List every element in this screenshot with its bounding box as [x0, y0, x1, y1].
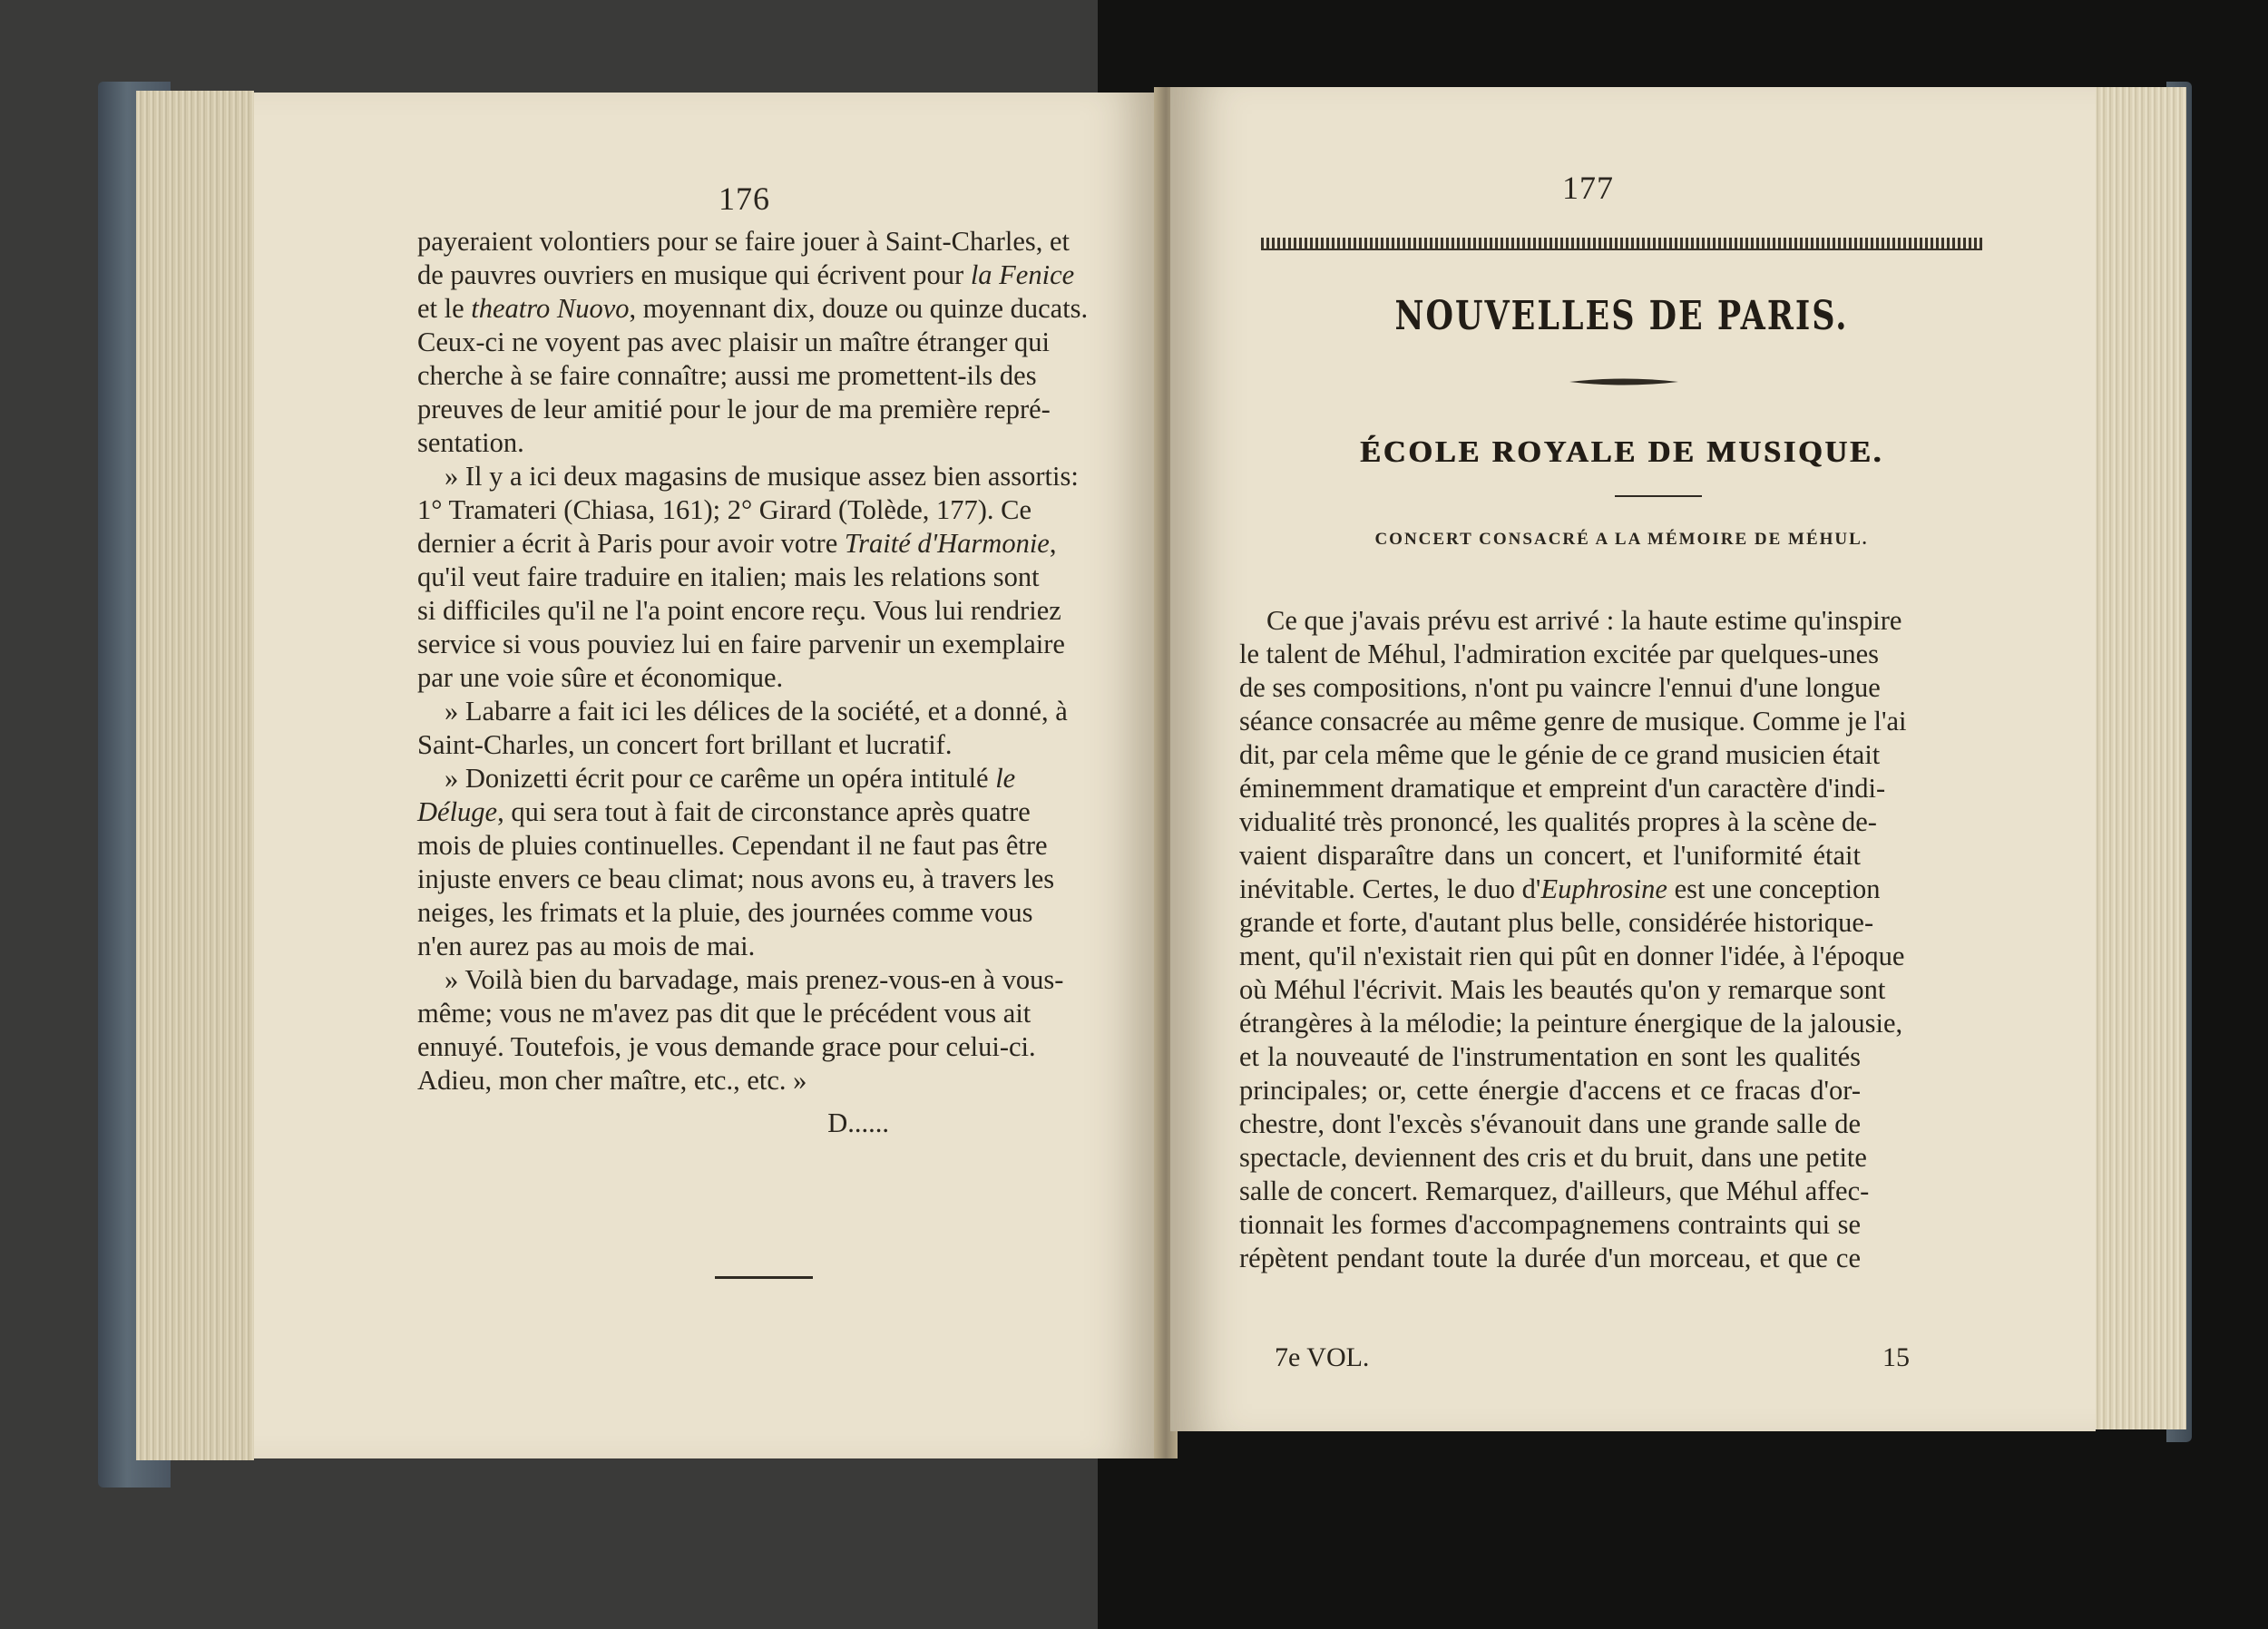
- line-text: étrangères à la mélodie; la peinture énergique de la jalousie,: [1239, 1008, 1903, 1039]
- line-italic: la Fenice: [970, 259, 1075, 290]
- line-text: dit, par cela même que le génie de ce grand musicien était: [1239, 739, 1881, 770]
- text-line: [417, 896, 1033, 930]
- line-text: payeraient volontiers pour se faire jouer à Saint-Charles, et: [417, 226, 1070, 257]
- text-line: [1239, 805, 1877, 839]
- text-line: [1239, 839, 1861, 873]
- text-line: [417, 460, 1079, 493]
- line-text: vidualité très prononcé, les qualités propres à la scène de-: [1239, 806, 1877, 837]
- line-text: si difficiles qu'il ne l'a point encore reçu. Vous lui rendriez: [417, 595, 1061, 626]
- text-line: [417, 661, 948, 695]
- text-line: [417, 326, 1051, 359]
- text-line: [417, 628, 1065, 661]
- line-text: » Labarre a fait ici les délices de la société, et a donné, à: [445, 696, 1068, 727]
- footer-volume: 7e VOL.: [1275, 1342, 1370, 1372]
- line-text: grande et forte, d'autant plus belle, considérée historique-: [1239, 907, 1874, 938]
- line-text: salle de concert. Remarquez, d'ailleurs, que Méhul affec-: [1239, 1175, 1870, 1206]
- page-number-right: 177: [1562, 170, 1614, 206]
- right-page: [1170, 87, 2096, 1431]
- subsection-rule: [1615, 495, 1702, 497]
- text-line: [1239, 1141, 1867, 1175]
- text-line: [417, 728, 953, 762]
- text-line: [417, 963, 1064, 997]
- line-text: neiges, les frimats et la pluie, des journées comme vous: [417, 897, 1033, 928]
- text-line: [417, 561, 1040, 594]
- text-line: [417, 863, 1055, 896]
- line-text: preuves de leur amitié pour le jour de ma première repré-: [417, 394, 1051, 424]
- text-line: [1239, 671, 1881, 705]
- text-line: [1239, 1175, 1870, 1208]
- line-tail: est une conception: [1667, 873, 1881, 904]
- page-edges-left: [136, 91, 254, 1460]
- line-tail: , qui sera tout à fait de circonstance après quatre: [497, 796, 1031, 827]
- end-rule: [715, 1276, 813, 1279]
- text-line: [1239, 738, 1881, 772]
- line-text: inévitable. Certes, le duo d': [1239, 873, 1541, 904]
- text-line: [417, 795, 1031, 829]
- line-text: cherche à se faire connaître; aussi me promettent-ils des: [417, 360, 1037, 391]
- line-text: ennuyé. Toutefois, je vous demande grace pour celui-ci.: [417, 1031, 1036, 1062]
- text-line: [417, 359, 1037, 393]
- line-text: qu'il veut faire traduire en italien; mais les relations sont: [417, 561, 1040, 592]
- line-italic: Traité d'Harmonie: [844, 528, 1050, 559]
- line-text: sentation.: [417, 427, 524, 458]
- line-text: et la nouveauté de l'instrumentation en sont les qualités: [1239, 1041, 1861, 1072]
- line-text: » Il y a ici deux magasins de musique assez bien assortis:: [445, 461, 1079, 492]
- line-text: ment, qu'il n'existait rien qui pût en donner l'idée, à l'époque: [1239, 941, 1905, 971]
- text-line: [417, 258, 1075, 292]
- page-edges-right: [2087, 87, 2186, 1429]
- text-line: [1239, 604, 1902, 638]
- section-title: NOUVELLES DE PARIS.: [1394, 292, 1849, 340]
- text-line: [1239, 1107, 1861, 1141]
- left-page-body: [417, 225, 1089, 1148]
- text-line: [1239, 772, 1886, 805]
- subsection-title: ÉCOLE ROYALE DE MUSIQUE.: [1359, 435, 1884, 469]
- text-line: [1239, 638, 1880, 671]
- text-line: [1239, 1007, 1903, 1040]
- ornament-divider: [1569, 377, 1678, 386]
- footer-sheet-number: 15: [1882, 1342, 1910, 1372]
- text-line: [1239, 1208, 1861, 1242]
- line-text: de ses compositions, n'ont pu vaincre l'ennui d'une longue: [1239, 672, 1881, 703]
- text-line: [417, 762, 1016, 795]
- line-text: tionnait les formes d'accompagnemens contraints qui se: [1239, 1209, 1861, 1240]
- text-line: [417, 1064, 948, 1097]
- text-line: [1239, 1074, 1861, 1107]
- decorative-header-rule: [1261, 238, 1982, 250]
- line-text: et le: [417, 293, 472, 324]
- text-line: [1239, 940, 1905, 973]
- text-line: [417, 829, 1048, 863]
- text-line: [417, 393, 1051, 426]
- line-text: par une voie sûre et économique.: [417, 662, 784, 693]
- line-text: principales; or, cette énergie d'accens et ce fracas d'or-: [1239, 1075, 1861, 1106]
- line-text: » Voilà bien du barvadage, mais prenez-vous-en à vous-: [445, 964, 1064, 995]
- line-text: où Méhul l'écrivit. Mais les beautés qu'on y remarque sont: [1239, 974, 1886, 1005]
- text-line: [417, 493, 1032, 527]
- signature: D......: [827, 1107, 889, 1138]
- text-line: [1239, 1040, 1861, 1074]
- line-text: injuste envers ce beau climat; nous avons eu, à travers les: [417, 863, 1055, 894]
- text-line: [1239, 906, 1874, 940]
- line-text: vaient disparaître dans un concert, et l'uniformité était: [1239, 840, 1861, 871]
- line-italic: le: [995, 763, 1016, 794]
- text-line: [417, 292, 1089, 326]
- line-text: éminemment dramatique et empreint d'un caractère d'indi-: [1239, 773, 1886, 804]
- line-text: Ce que j'avais prévu est arrivé : la haute estime qu'inspire: [1266, 605, 1902, 636]
- text-line: [1239, 1242, 1861, 1275]
- text-line: [1239, 973, 1886, 1007]
- line-text: le talent de Méhul, l'admiration excitée par quelques-unes: [1239, 639, 1880, 669]
- page-number-left: 176: [719, 180, 770, 217]
- text-line: [417, 930, 948, 963]
- line-text: de pauvres ouvriers en musique qui écrivent pour: [417, 259, 971, 290]
- line-text: » Donizetti écrit pour ce carême un opéra intitulé: [445, 763, 996, 794]
- line-italic: Euphrosine: [1540, 873, 1667, 904]
- line-text: mois de pluies continuelles. Cependant il ne faut pas être: [417, 830, 1048, 861]
- line-text: Saint-Charles, un concert fort brillant et lucratif.: [417, 729, 953, 760]
- line-text: spectacle, deviennent des cris et du bruit, dans une petite: [1239, 1142, 1867, 1173]
- text-line: [417, 225, 1070, 258]
- line-text: n'en aurez pas au mois de mai.: [417, 931, 756, 961]
- line-italic: Déluge: [417, 796, 498, 827]
- line-text: 1° Tramateri (Chiasa, 161); 2° Girard (Tolède, 177). Ce: [417, 494, 1032, 525]
- text-line: [417, 426, 948, 460]
- text-line: [1239, 705, 1907, 738]
- line-text: même; vous ne m'avez pas dit que le précédent vous ait: [417, 998, 1031, 1029]
- text-line: [417, 527, 1057, 561]
- line-italic: theatro Nuovo: [471, 293, 630, 324]
- line-tail: , moyennant dix, douze ou quinze ducats.: [629, 293, 1089, 324]
- line-text: service si vous pouviez lui en faire parvenir un exemplaire: [417, 629, 1065, 659]
- text-line: [1239, 873, 1881, 906]
- line-text: chestre, dont l'excès s'évanouit dans une grande salle de: [1239, 1108, 1861, 1139]
- line-text: Ceux-ci ne voyent pas avec plaisir un maître étranger qui: [417, 327, 1051, 357]
- right-page-body: [1239, 604, 1907, 1275]
- line-text: dernier a écrit à Paris pour avoir votre: [417, 528, 845, 559]
- line-tail: ,: [1049, 528, 1057, 559]
- text-line: [417, 1030, 1036, 1064]
- text-line: [417, 594, 1061, 628]
- article-heading: CONCERT CONSACRÉ A LA MÉMOIRE DE MÉHUL.: [1374, 530, 1869, 549]
- line-text: séance consacrée au même genre de musique. Comme je l'ai: [1239, 706, 1907, 736]
- text-line: [417, 997, 1031, 1030]
- left-page: [254, 93, 1161, 1458]
- text-line: [417, 695, 1068, 728]
- line-text: Adieu, mon cher maître, etc., etc. »: [417, 1065, 807, 1096]
- line-text: répètent pendant toute la durée d'un morceau, et que ce: [1239, 1243, 1861, 1273]
